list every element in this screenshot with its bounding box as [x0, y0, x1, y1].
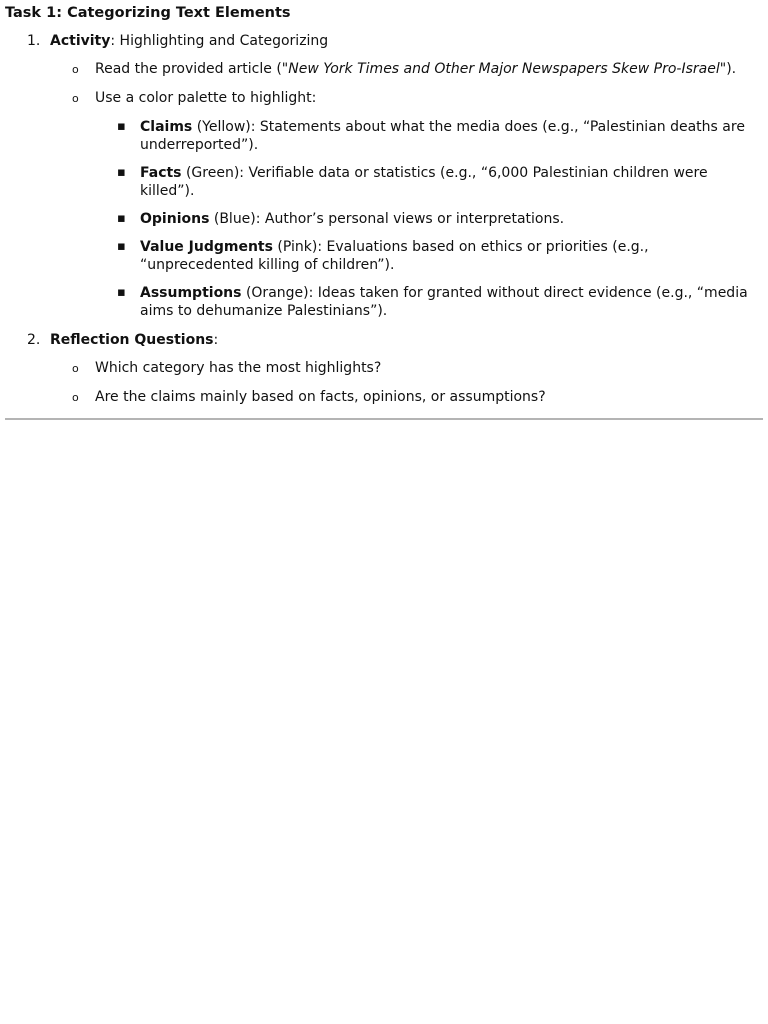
category-name: Assumptions: [140, 285, 242, 301]
circle-bullet-icon: o: [72, 63, 79, 76]
sub-item-read-article: [50, 60, 763, 78]
reflection-sublist: [5, 359, 763, 406]
read-text-after: ").: [719, 61, 737, 77]
heading-bold: Activity: [50, 33, 111, 49]
heading-rest: : Highlighting and Categorizing: [110, 33, 329, 49]
category-value-judgments: [95, 238, 763, 274]
category-desc: (Green): Verifiable data or statistics (e.g., “6,000 Palestinian children were killed”).: [140, 165, 708, 199]
activity-sublist: [5, 60, 763, 320]
circle-bullet-icon: o: [72, 391, 79, 404]
heading-rest: :: [213, 332, 219, 348]
list-number: 2.: [27, 332, 41, 348]
square-bullet-icon: ▪: [117, 165, 126, 180]
category-desc: (Orange): Ideas taken for granted without direct evidence (e.g., “media aims to dehumanize Palestinians”).: [140, 285, 748, 319]
category-desc: (Pink): Evaluations based on ethics or priorities (e.g., “unprecedented killing of children”).: [140, 239, 649, 273]
category-assumptions: [95, 284, 763, 320]
square-bullet-icon: ▪: [117, 211, 126, 226]
category-name: Claims: [140, 119, 193, 135]
category-name: Opinions: [140, 211, 210, 227]
category-name: Facts: [140, 165, 182, 181]
category-desc: (Blue): Author’s personal views or interpretations.: [209, 211, 565, 227]
category-desc: (Yellow): Statements about what the media does (e.g., “Palestinian deaths are underreported”).: [140, 119, 745, 153]
question-text: Which category has the most highlights?: [95, 360, 382, 376]
list-item-activity: [5, 32, 763, 50]
circle-bullet-icon: o: [72, 362, 79, 375]
category-name: Value Judgments: [140, 239, 273, 255]
heading-bold: Reflection Questions: [50, 332, 214, 348]
article-title: New York Times and Other Major Newspapers Skew Pro-Israel: [288, 61, 720, 77]
horizontal-rule: [5, 418, 763, 420]
list-number: 1.: [27, 33, 41, 49]
square-bullet-icon: ▪: [117, 285, 126, 300]
category-facts: [95, 164, 763, 200]
category-opinions: [95, 210, 763, 228]
list-item-heading: [50, 331, 763, 349]
sub-item-question-1: [50, 359, 763, 377]
square-bullet-icon: ▪: [117, 119, 126, 134]
category-claims: [95, 118, 763, 154]
square-bullet-icon: ▪: [117, 239, 126, 254]
sub-item-color-palette: [50, 89, 763, 320]
circle-bullet-icon: o: [72, 92, 79, 105]
task-title: Task 1: Categorizing Text Elements: [5, 5, 291, 21]
category-list: [95, 118, 763, 320]
list-item-reflection: [5, 331, 763, 349]
read-text-before: Read the provided article (": [95, 61, 289, 77]
palette-text: Use a color palette to highlight:: [95, 90, 317, 106]
sub-item-question-2: [50, 388, 763, 406]
question-text: Are the claims mainly based on facts, opinions, or assumptions?: [95, 389, 546, 405]
list-item-heading: [50, 32, 763, 50]
